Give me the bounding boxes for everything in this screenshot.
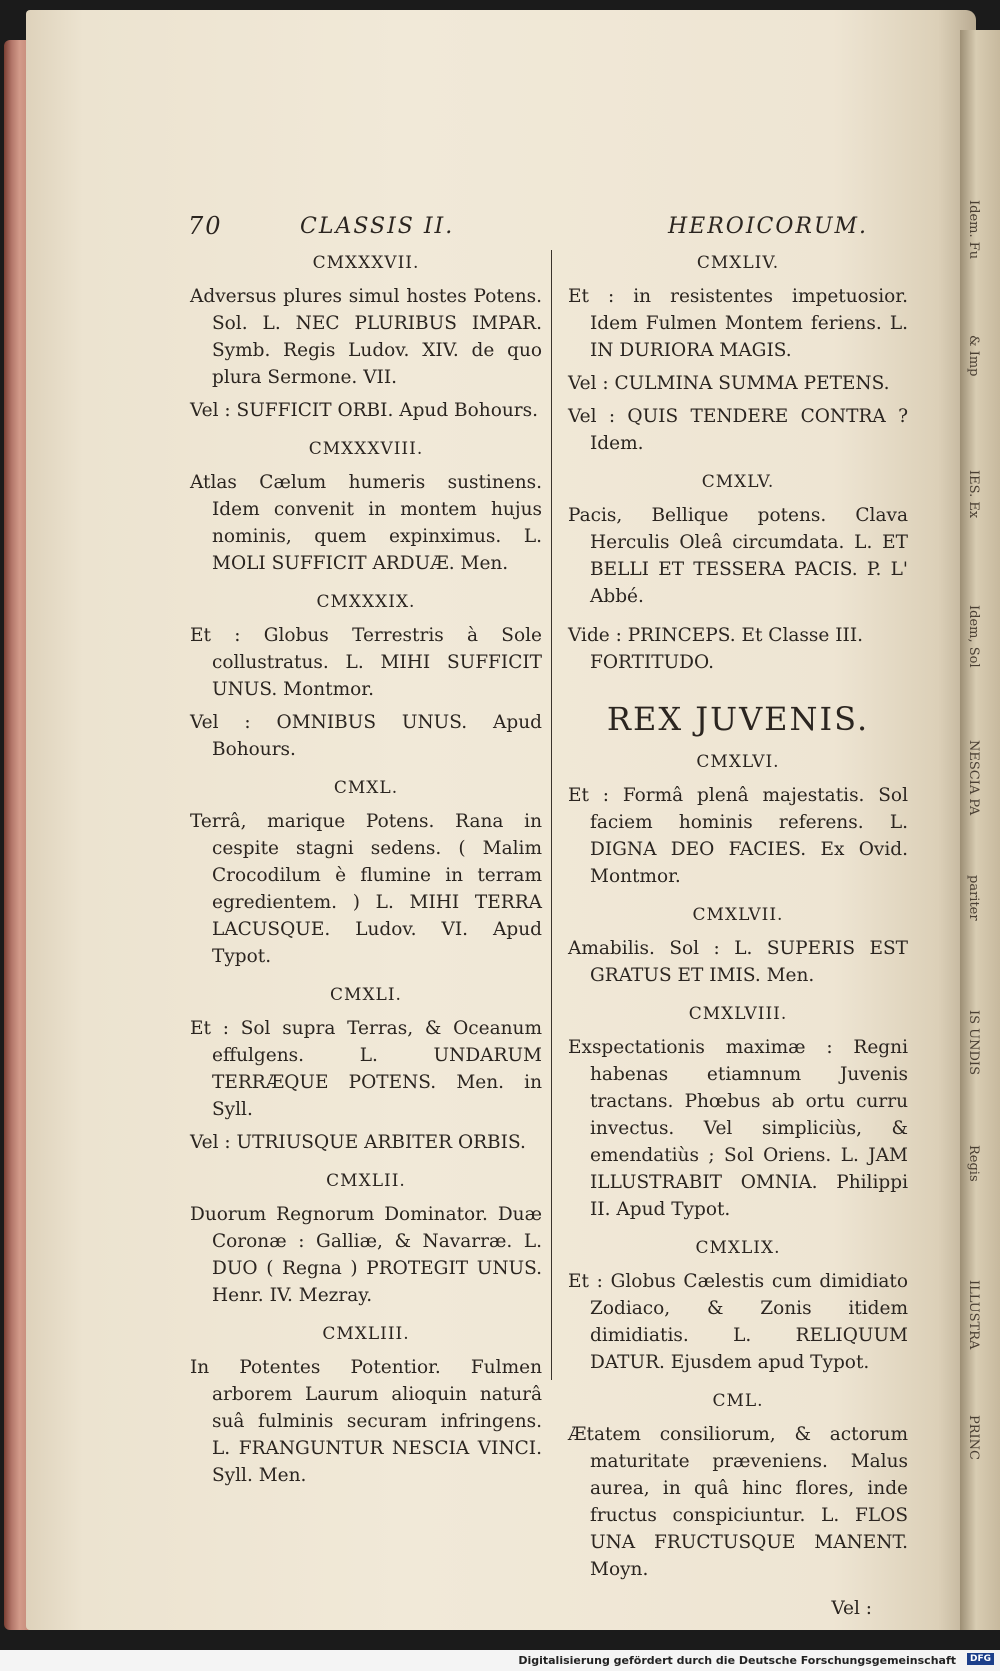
right-column-part-2 <box>568 749 908 1583</box>
next-page-strip <box>960 30 1000 1630</box>
footer-credit: Digitalisierung gefördert durch die Deutsche Forschungsgemeinschaft <box>518 1654 956 1667</box>
next-page-fragment: Idem, Sol <box>966 605 981 668</box>
entry-number: CMXXXVIII. <box>308 439 424 459</box>
entry-number: CMXLVI. <box>696 752 780 772</box>
device-entry: Vel : UTRIUSQUE ARBITER ORBIS. <box>190 1132 526 1153</box>
right-column <box>568 250 908 1622</box>
device-entry: Exspectationis maximæ : Regni habenas etiamnum Juvenis tractans. Phœbus ab ortu curru invectus. Vel simpliciùs, & emendatiùs ; Sol Oriens. L. JAM ILLUSTRABIT OMNIA. Philippi II. Apud Typot. <box>568 1037 908 1220</box>
entry-number: CMXLIV. <box>696 253 780 273</box>
entry-number: CML. <box>712 1391 764 1411</box>
device-entry: Vel : SUFFICIT ORBI. Apud Bohours. <box>190 400 538 421</box>
entry-number: CMXLII. <box>326 1171 406 1191</box>
next-page-fragment: Idem. Fu <box>966 200 981 260</box>
page-number: 70 <box>188 212 223 240</box>
device-entry: Adversus plures simul hostes Potens. Sol. L. NEC PLURIBUS IMPAR. Symb. Regis Ludov. XIV. de quo plura Sermone. VII. <box>190 286 542 388</box>
left-column <box>190 250 542 1501</box>
dfg-logo: DFG <box>967 1653 994 1665</box>
device-entry: Vel : CULMINA SUMMA PETENS. <box>568 373 890 394</box>
running-header <box>188 212 868 248</box>
entry-number: CMXLVII. <box>692 905 784 925</box>
device-entry: Et : Globus Terrestris à Sole collustratus. L. MIHI SUFFICIT UNUS. Montmor. <box>190 625 542 700</box>
device-entry: Duorum Regnorum Dominator. Duæ Coronæ : Galliæ, & Navarræ. L. DUO ( Regna ) PROTEGIT UNUS. Henr. IV. Mezray. <box>190 1204 542 1306</box>
cross-reference: Vide : PRINCEPS. Et Classe III. FORTITUDO. <box>568 625 864 673</box>
device-entry: Et : Globus Cælestis cum dimidiato Zodiaco, & Zonis itidem dimidiatis. L. RELIQUUM DATUR. Ejusdem apud Typot. <box>568 1271 908 1373</box>
next-page-fragment: PRINC <box>966 1415 981 1460</box>
device-entry: Et : Formâ plenâ majestatis. Sol faciem hominis referens. L. DIGNA DEO FACIES. Ex Ovid. Montmor. <box>568 785 908 887</box>
right-column-part-1 <box>568 250 908 610</box>
device-entry: Ætatem consiliorum, & actorum maturitate præveniens. Malus aurea, in quâ hinc flores, inde fructus conspiciuntur. L. FLOS UNA FRUCTUSQUE MANENT. Moyn. <box>568 1424 908 1580</box>
device-entry: Vel : QUIS TENDERE CONTRA ? Idem. <box>568 406 908 454</box>
entry-number: CMXXXVII. <box>312 253 420 273</box>
next-page-fragment: NESCIA PA <box>966 740 981 816</box>
next-page-fragment: IES. Ex <box>966 470 981 519</box>
header-right-title: HEROICORUM. <box>667 214 868 239</box>
next-page-fragment: & Imp <box>966 335 981 377</box>
next-page-fragment: Regis <box>966 1145 981 1182</box>
entry-number: CMXLV. <box>701 472 775 492</box>
device-entry: Amabilis. Sol : L. SUPERIS EST GRATUS ET IMIS. Men. <box>568 938 908 986</box>
entry-number: CMXLVIII. <box>688 1004 788 1024</box>
device-entry: Et : Sol supra Terras, & Oceanum effulgens. L. UNDARUM TERRÆQUE POTENS. Men. in Syll. <box>190 1018 542 1120</box>
header-left-title: CLASSIS II. <box>300 214 455 239</box>
next-page-fragment: ILLUSTRA <box>966 1280 981 1350</box>
column-divider <box>551 250 552 1380</box>
entry-number: CMXLIII. <box>322 1324 410 1344</box>
next-page-fragment: pariter <box>966 875 981 921</box>
device-entry: Pacis, Bellique potens. Clava Herculis Oleâ circumdata. L. ET BELLI ET TESSERA PACIS. P. L' Abbé. <box>568 505 908 607</box>
device-entry: Et : in resistentes impetuosior. Idem Fulmen Montem feriens. L. IN DURIORA MAGIS. <box>568 286 908 361</box>
next-page-fragment: IS UNDIS <box>966 1010 981 1075</box>
section-title: REX JUVENIS. <box>606 700 870 738</box>
entry-number: CMXL. <box>333 778 399 798</box>
entry-number: CMXLI. <box>330 985 402 1005</box>
device-entry: In Potentes Potentior. Fulmen arborem Laurum alioquin naturâ suâ fulminis securam infringens. L. FRANGUNTUR NESCIA VINCI. Syll. Men. <box>190 1357 542 1486</box>
device-entry: Atlas Cælum humeris sustinens. Idem convenit in montem hujus nominis, quem expinximus. L. MOLI SUFFICIT ARDUÆ. Men. <box>190 472 542 574</box>
device-entry: Terrâ, marique Potens. Rana in cespite stagni sedens. ( Malim Crocodilum è flumine in terram egredientem. ) L. MIHI TERRA LACUSQUE. Ludov. VI. Apud Typot. <box>190 811 542 967</box>
footer-bar <box>0 1650 1000 1671</box>
catchword: Vel : <box>831 1598 872 1619</box>
entry-number: CMXXXIX. <box>316 592 416 612</box>
entry-number: CMXLIX. <box>695 1238 781 1258</box>
device-entry: Vel : OMNIBUS UNUS. Apud Bohours. <box>190 712 542 760</box>
